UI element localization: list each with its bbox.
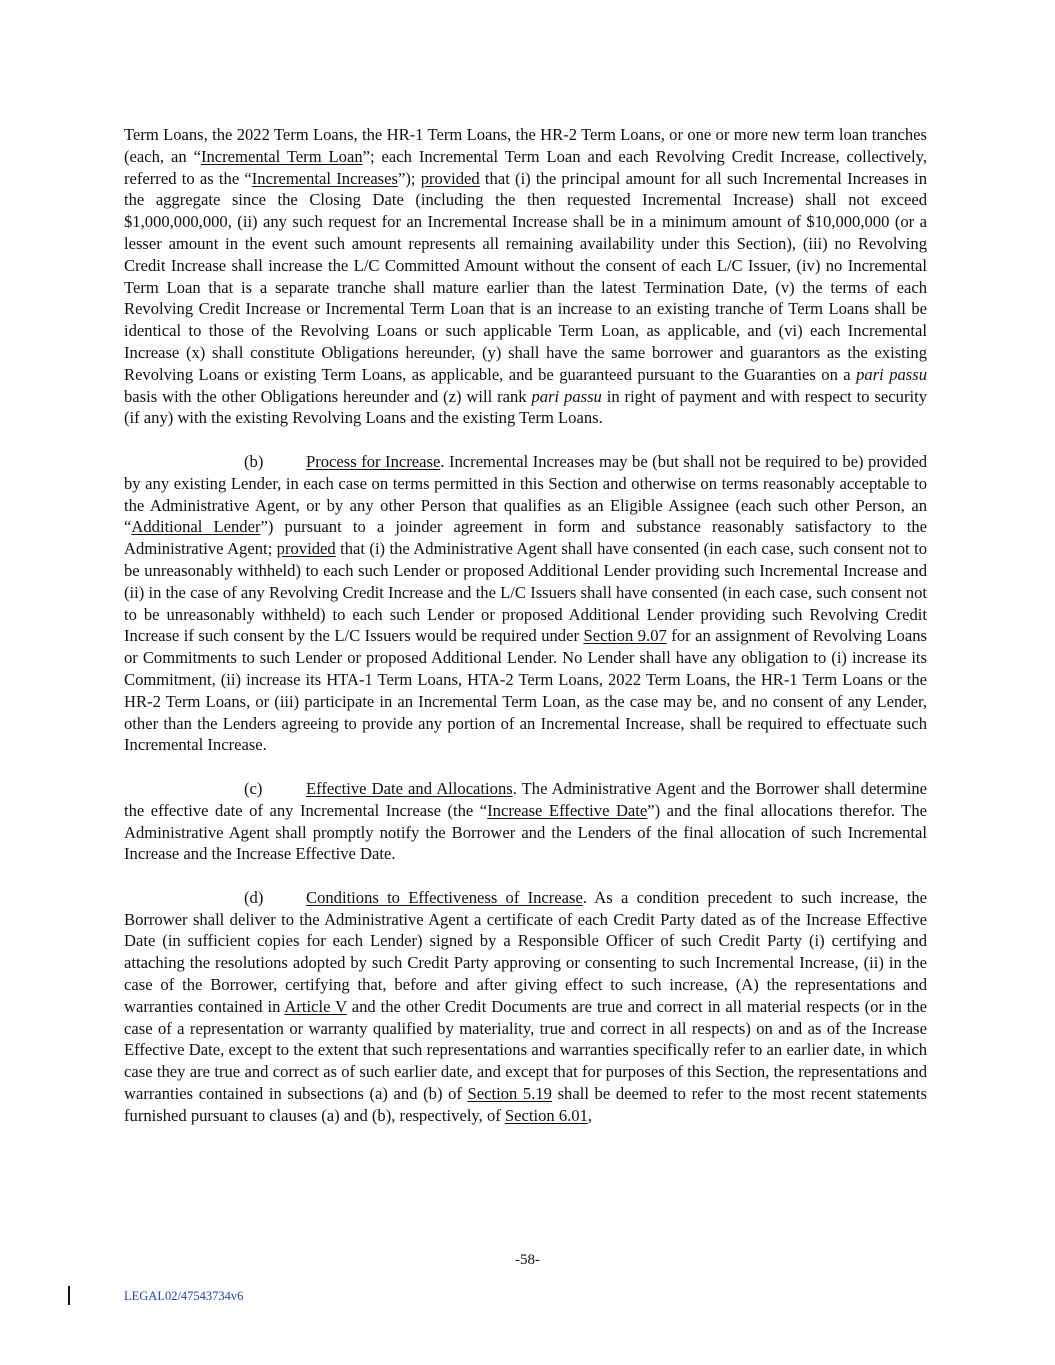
italic-pari-passu: pari passu [531, 386, 602, 406]
page-number: -58- [515, 1252, 540, 1268]
proviso-term: provided [420, 168, 480, 188]
paragraph-process-for-increase: (b) Process for Increase. Incremental Increases may be (but shall not be required to be) provided by any existing Lender, in each case on terms permitted in this Section and otherwise on terms reasonably acceptable to the Administrative Agent, or by any other Person that qualifies as an Eligible Assignee (each such other Person, an “Additional Lender”) pursuant to a joinder agreement in form and substance reasonably satisfactory to the Administrative Agent; provided that (i) the Administrative Agent shall have consented (in each case, such consent not to be unreasonably withheld) to each such Lender or proposed Additional Lender providing such Incremental Increase and (ii) in the case of any Revolving Credit Increase and the L/C Issuers shall have consented (in each case, such consent not to be unreasonably withheld) to each such Lender or proposed Additional Lender providing such Revolving Credit Increase if such consent by the L/C Issuers would be required under Section 9.07 for an assignment of Revolving Loans or Commitments to such Lender or proposed Additional Lender. No Lender shall have any obligation to (i) increase its Commitment, (ii) increase its HTA-1 Term Loans, HTA-2 Term Loans, 2022 Term Loans, the HR-1 Term Loans or the HR-2 Term Loans, or (iii) participate in an Incremental Term Loan, as the case may be, and no consent of any Lender, other than the Lenders agreeing to provide any portion of an Incremental Increase, shall be required to effectuate such Incremental Increase. [124, 451, 928, 755]
document-id: LEGAL02/47543734v6 [124, 1289, 244, 1303]
document-body [124, 124, 927, 1127]
clause-label: (b) [244, 451, 264, 471]
clause-heading: Conditions to Effectiveness of Increase [306, 887, 583, 907]
paragraph-conditions: (d) Conditions to Effectiveness of Increase. As a condition precedent to such increase, the Borrower shall deliver to the Administrative Agent a certificate of each Credit Party dated as of the Increase Effective Date (in sufficient copies for each Lender) signed by a Responsible Officer of such Credit Party (i) certifying and attaching the resolutions adopted by such Credit Party approving or consenting to such Incremental Increase, (ii) in the case of the Borrower, certifying that, before and after giving effect to such increase, (A) the representations and warranties contained in Article V and the other Credit Documents are true and correct in all material respects (or in the case of a representation or warranty qualified by materiality, true and correct in all respects) on and as of the Increase Effective Date, except to the extent that such representations and warranties specifically refer to an earlier date, in which case they are true and correct as of such earlier date, and except that for purposes of this Section, the representations and warranties contained in subsections (a) and (b) of Section 5.19 shall be deemed to refer to the most recent statements furnished pursuant to clauses (a) and (b), respectively, of Section 6.01, [124, 887, 927, 1125]
defined-term-incremental-term-loan: Incremental Term Loan [200, 146, 363, 166]
clause-label: (d) [244, 887, 264, 907]
defined-term-additional-lender: Additional Lender [131, 517, 261, 537]
paragraph-incremental-term-loans: Term Loans, the 2022 Term Loans, the HR-1 Term Loans, the HR-2 Term Loans, or one or more new term loan tranches (each, an “Incremental Term Loan”; each Incremental Term Loan and each Revolving Credit Increase, collectively, referred to as the “Incremental Increases”); provided that (i) the principal amount for all such Incremental Increases in the aggregate since the Closing Date (including the then requested Incremental Increase) shall not exceed $1,000,000,000, (ii) any such request for an Incremental Increase shall be in a minimum amount of $10,000,000 (or a lesser amount in the event such amount represents all remaining availability under this Section), (iii) no Revolving Credit Increase shall increase the L/C Committed Amount without the consent of each L/C Issuer, (iv) no Incremental Term Loan that is a separate tranche shall mature earlier than the latest Termination Date, (v) the terms of each Revolving Credit Increase or Incremental Term Loan that is an increase to an existing tranche of Term Loans shall be identical to those of the Revolving Loans or such applicable Term Loan, as applicable, and (vi) each Incremental Increase (x) shall constitute Obligations hereunder, (y) shall have the same borrower and guarantors as the existing Revolving Loans or existing Term Loans, as applicable, and be guaranteed pursuant to the Guaranties on a pari passu basis with the other Obligations hereunder and (z) will rank pari passu in right of payment and with respect to security (if any) with the existing Revolving Loans and the existing Term Loans. [124, 125, 927, 428]
article-reference: Article V [284, 996, 347, 1016]
defined-term-incremental-increases: Incremental Increases [251, 168, 398, 188]
clause-label: (c) [244, 778, 263, 798]
italic-pari-passu: pari passu [856, 364, 927, 384]
section-reference: Section 6.01 [504, 1105, 588, 1125]
section-reference: Section 5.19 [467, 1084, 552, 1104]
clause-heading: Effective Date and Allocations [306, 778, 513, 798]
defined-term-increase-effective-date: Increase Effective Date [487, 800, 648, 820]
paragraph-effective-date: (c) Effective Date and Allocations. The Administrative Agent and the Borrower shall determine the effective date of any Incremental Increase (the “Increase Effective Date”) and the final allocations therefor. The Administrative Agent shall promptly notify the Borrower and the Lenders of the final allocation of such Incremental Increase and the Increase Effective Date. [124, 778, 927, 864]
clause-heading: Process for Increase [306, 451, 441, 471]
section-reference: Section 9.07 [583, 626, 667, 646]
change-bar [68, 1286, 70, 1305]
proviso-term: provided [276, 539, 336, 559]
